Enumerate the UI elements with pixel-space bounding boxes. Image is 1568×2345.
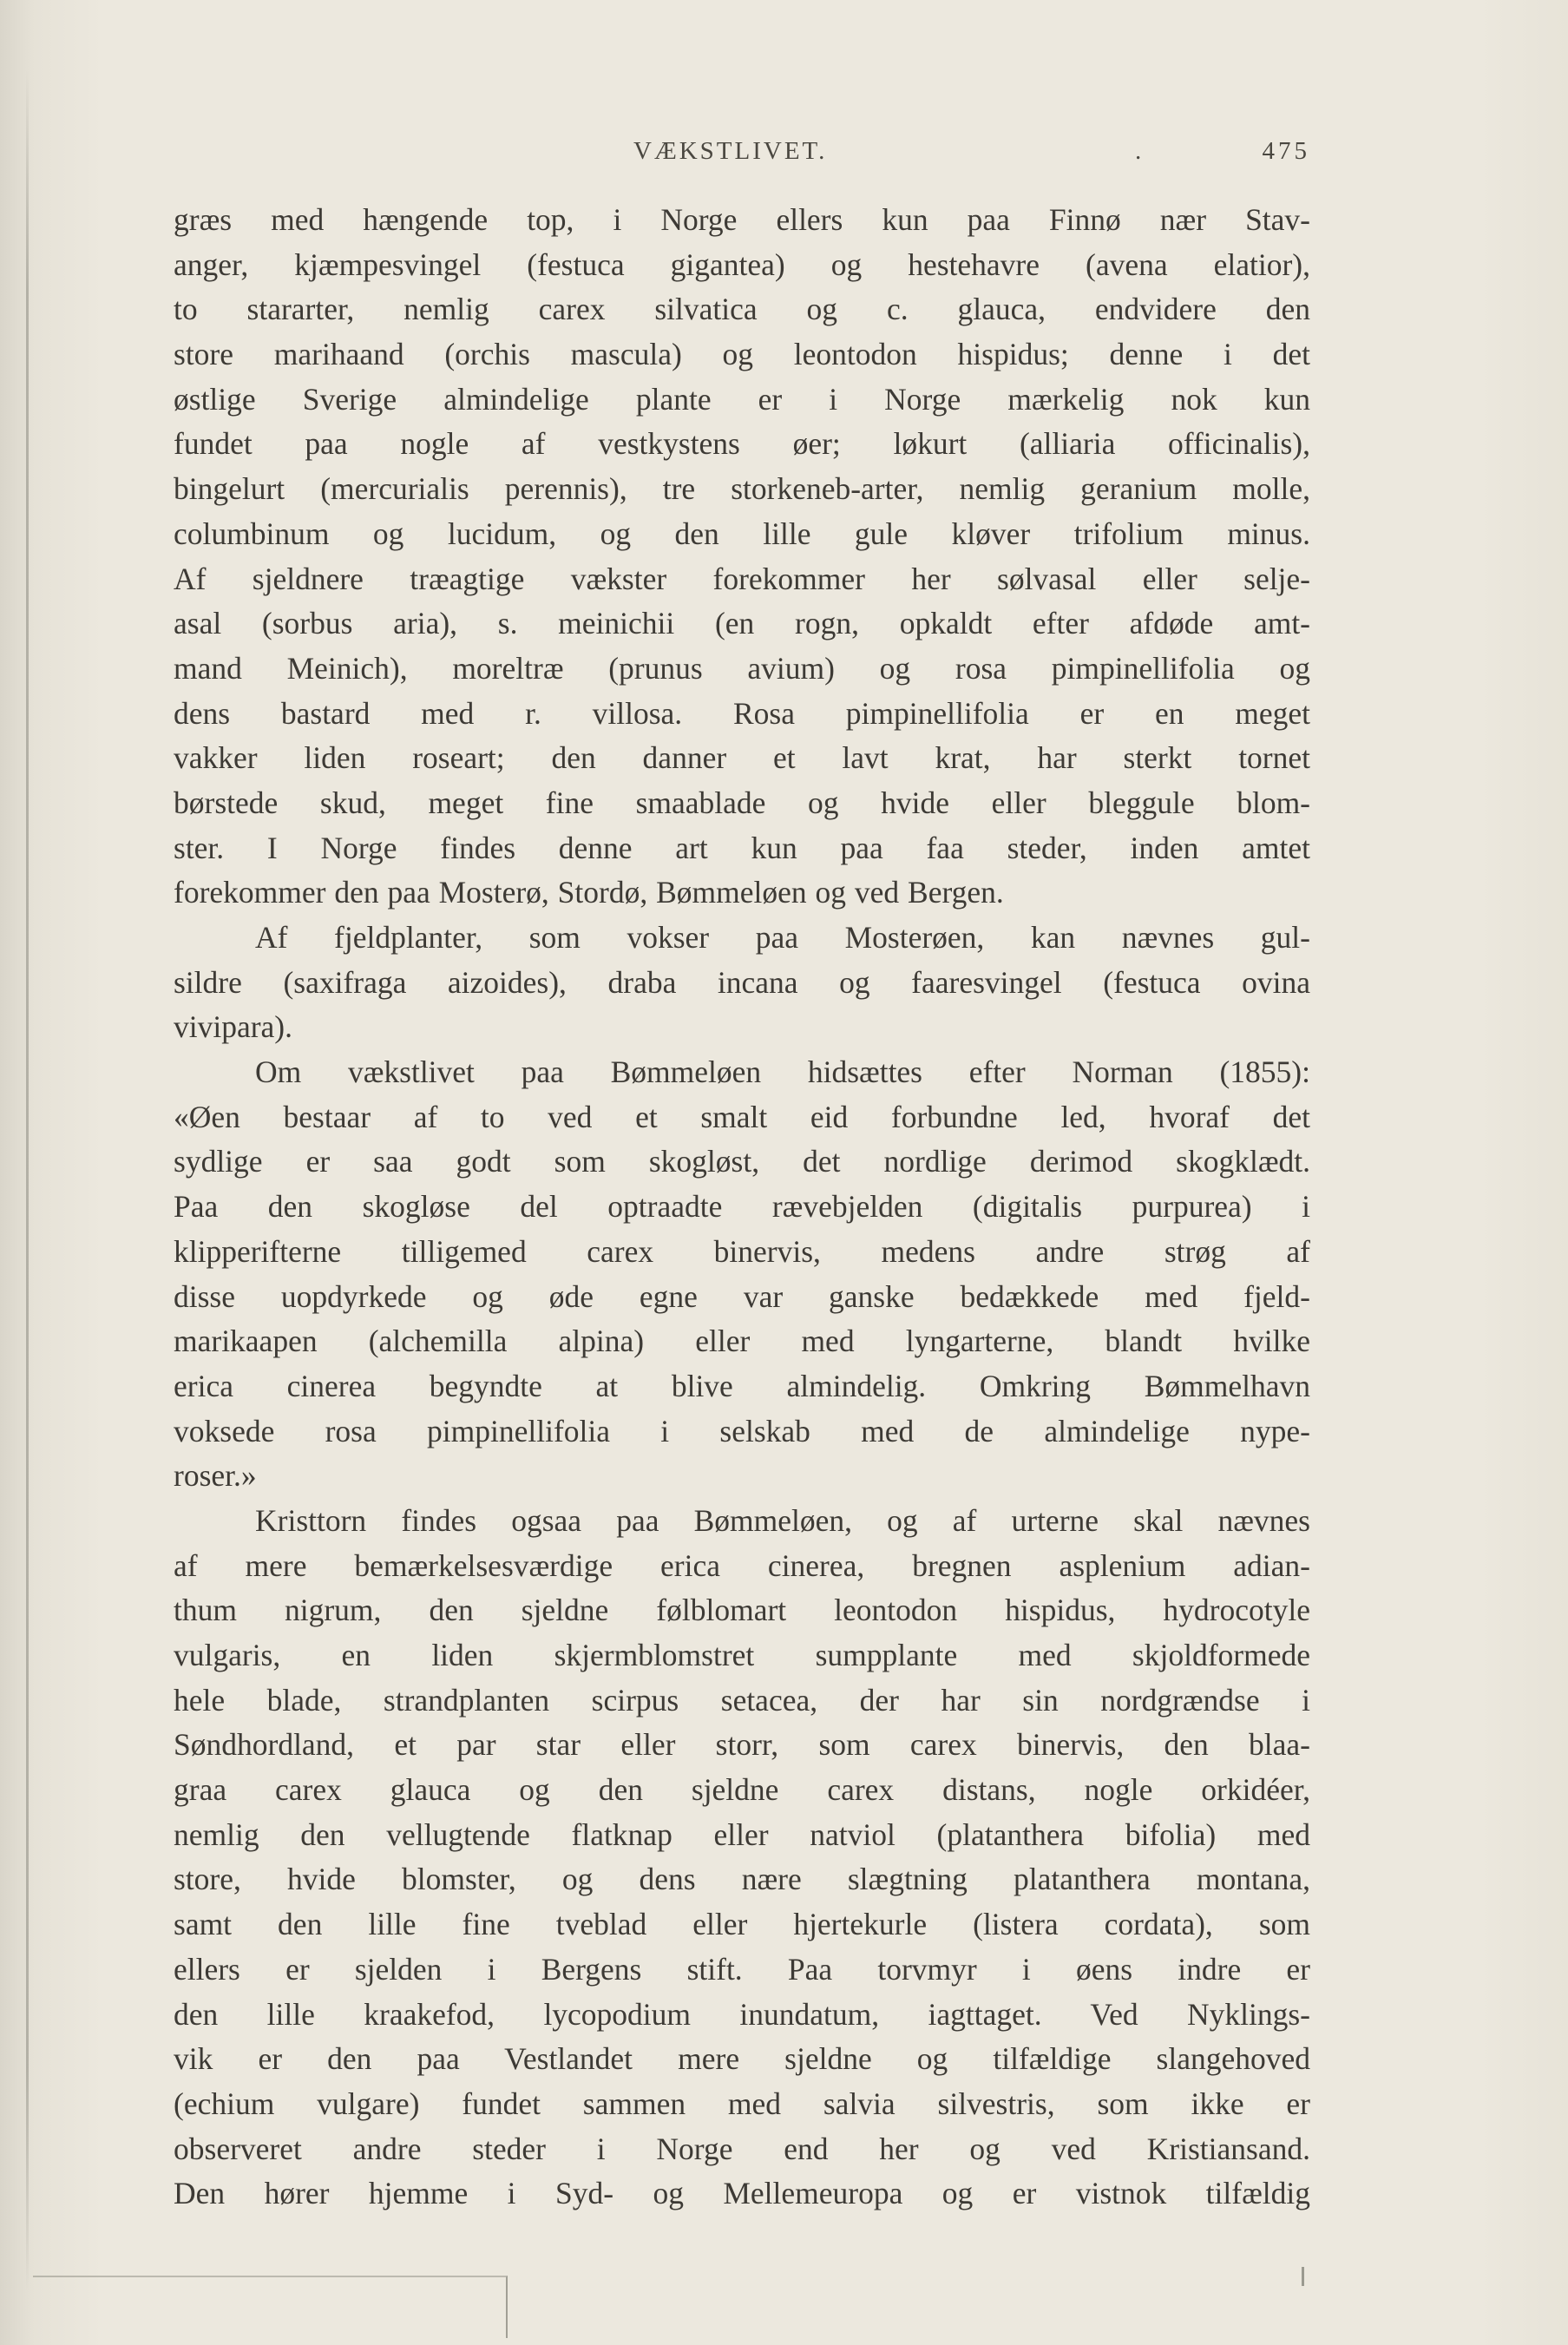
text-line: Paa den skogløse del optraadte rævebjelden (digitalis purpurea) i: [174, 1189, 1310, 1225]
text-line: observeret andre steder i Norge end her og ved Kristiansand.: [174, 2131, 1310, 2166]
text-line: fundet paa nogle af vestkystens øer; løkurt (alliaria officinalis),: [174, 426, 1310, 462]
text-line: anger, kjæmpesvingel (festuca gigantea) og hestehavre (avena elatior),: [174, 246, 1310, 282]
text-line: forekommer den paa Mosterø, Stordø, Bømmeløen og ved Bergen.: [174, 875, 1004, 910]
text-line: «Øen bestaar af to ved et smalt eid forbundne led, hvoraf det: [174, 1099, 1310, 1134]
text-line: østlige Sverige almindelige plante er i Norge mærkelig nok kun: [174, 381, 1310, 417]
text-line: vivipara).: [174, 1009, 293, 1045]
running-title: VÆKSTLIVET.: [633, 137, 828, 165]
page-header: [174, 137, 1310, 172]
text-line: to stararter, nemlig carex silvatica og c. glauca, endvidere den: [174, 292, 1310, 327]
text-line: roser.»: [174, 1458, 257, 1494]
text-line: (echium vulgare) fundet sammen med salvia silvestris, som ikke er: [174, 2086, 1310, 2121]
text-line: sildre (saxifraga aizoides), draba incana og faaresvingel (festuca ovina: [174, 964, 1310, 1000]
text-line: bingelurt (mercurialis perennis), tre storkeneb-arter, nemlig geranium molle,: [174, 471, 1310, 507]
text-line: asal (sorbus aria), s. meinichii (en rogn, opkaldt efter afdøde amt-: [174, 606, 1310, 641]
text-line: nemlig den vellugtende flatknap eller natviol (platanthera bifolia) med: [174, 1816, 1310, 1852]
text-line: samt den lille fine tveblad eller hjertekurle (listera cordata), som: [174, 1907, 1310, 1942]
body-text: [174, 198, 1310, 2217]
text-line: Kristtorn findes ogsaa paa Bømmeløen, og af urterne skal nævnes: [255, 1502, 1310, 1538]
text-line: den lille kraakefod, lycopodium inundatum, iagttaget. Ved Nyklings-: [174, 1996, 1310, 2032]
text-line: columbinum og lucidum, og den lille gule kløver trifolium minus.: [174, 516, 1310, 551]
text-line: ster. I Norge findes denne art kun paa faa steder, inden amtet: [174, 830, 1310, 865]
page-corner-mark: [33, 2276, 508, 2338]
text-line: vik er den paa Vestlandet mere sjeldne og tilfældige slangehoved: [174, 2041, 1310, 2077]
text-line: store, hvide blomster, og dens nære slægtning platanthera montana,: [174, 1862, 1310, 1897]
text-line: hele blade, strandplanten scirpus setacea, der har sin nordgrændse i: [174, 1682, 1310, 1718]
text-line: klipperifterne tilligemed carex binervis, medens andre strøg af: [174, 1233, 1310, 1269]
text-line: thum nigrum, den sjeldne følblomart leontodon hispidus, hydrocotyle: [174, 1593, 1310, 1628]
text-line: store marihaand (orchis mascula) og leontodon hispidus; denne i det: [174, 337, 1310, 372]
text-line: marikaapen (alchemilla alpina) eller med lyngarterne, blandt hvilke: [174, 1324, 1310, 1359]
page-number: 475: [1262, 137, 1310, 165]
text-line: vulgaris, en liden skjermblomstret sumpplante med skjoldformede: [174, 1638, 1310, 1672]
binding-edge: [26, 69, 29, 2291]
text-line: sydlige er saa godt som skogløst, det nordlige derimod skogklædt.: [174, 1144, 1310, 1179]
text-line: Om vækstlivet paa Bømmeløen hidsættes efter Norman (1855):: [255, 1054, 1310, 1090]
text-line: Af fjeldplanter, som vokser paa Mosterøen, kan nævnes gul-: [255, 920, 1310, 955]
text-line: Af sjeldnere træagtige vækster forekommer her sølvasal eller selje-: [174, 561, 1310, 596]
text-line: ellers er sjelden i Bergens stift. Paa torvmyr i øens indre er: [174, 1951, 1310, 1987]
header-dot: .: [1135, 137, 1145, 165]
text-line: af mere bemærkelsesværdige erica cinerea, bregnen asplenium adian-: [174, 1547, 1310, 1583]
text-line: Søndhordland, et par star eller storr, som carex binervis, den blaa-: [174, 1727, 1310, 1763]
text-line: vakker liden roseart; den danner et lavt krat, har sterkt tornet: [174, 740, 1310, 776]
edge-mark: [1302, 2267, 1304, 2286]
text-line: dens bastard med r. villosa. Rosa pimpinellifolia er en meget: [174, 695, 1310, 731]
text-line: voksede rosa pimpinellifolia i selskab med de almindelige nype-: [174, 1413, 1310, 1448]
text-line: disse uopdyrkede og øde egne var ganske bedækkede med fjeld-: [174, 1278, 1310, 1314]
text-line: græs med hængende top, i Norge ellers kun paa Finnø nær Stav-: [174, 202, 1310, 237]
text-line: børstede skud, meget fine smaablade og hvide eller bleggule blom-: [174, 785, 1310, 820]
text-line: mand Meinich), moreltræ (prunus avium) og rosa pimpinellifolia og: [174, 650, 1310, 686]
text-line: graa carex glauca og den sjeldne carex distans, nogle orkidéer,: [174, 1772, 1310, 1808]
text-line: erica cinerea begyndte at blive almindelig. Omkring Bømmelhavn: [174, 1368, 1310, 1403]
text-line: Den hører hjemme i Syd- og Mellemeuropa og er vistnok tilfældig: [174, 2176, 1310, 2211]
